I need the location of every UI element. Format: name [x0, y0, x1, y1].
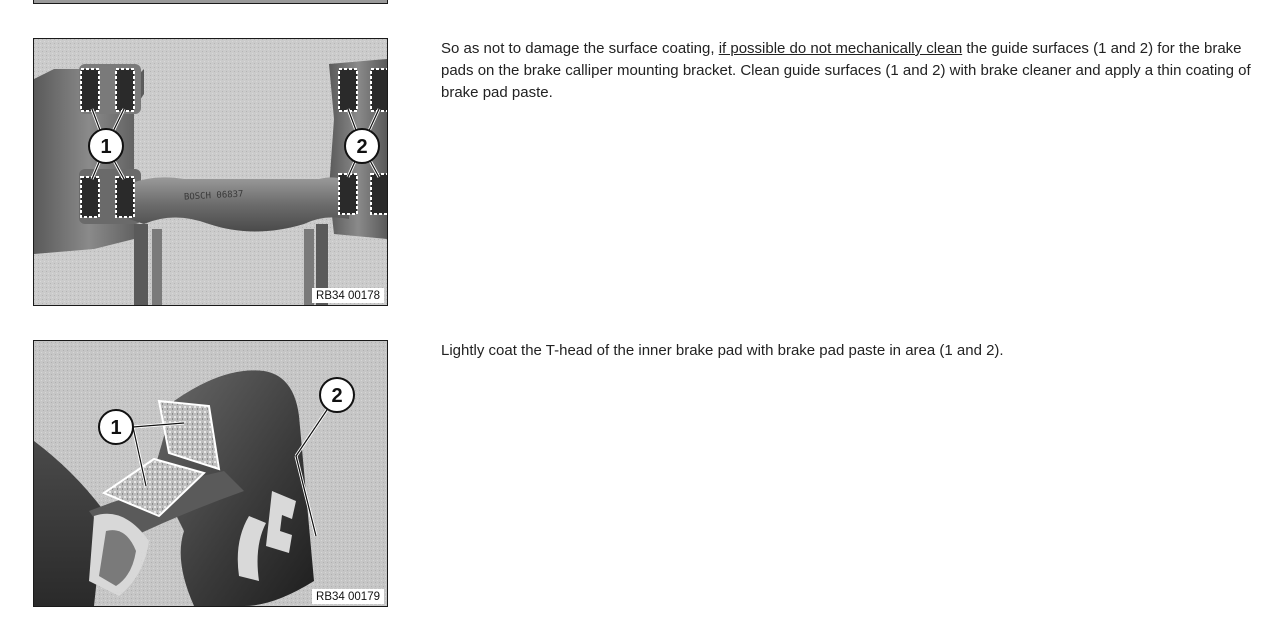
- previous-figure-partial: [33, 0, 388, 4]
- step-text-emphasis: if possible do not mechanically clean: [718, 40, 963, 57]
- figure-guide-surfaces: [33, 38, 388, 306]
- step-text-part: So as not to damage the surface coating,: [441, 40, 719, 57]
- figure-brake-pad-t-head: [33, 340, 388, 607]
- svg-text:1: 1: [110, 417, 122, 439]
- callout-1: [99, 410, 133, 444]
- step-text-t-head: Lightly coat the T-head of the inner brake pad with brake pad paste in area (1 and 2).: [441, 342, 1004, 359]
- bracket-illustration: [34, 39, 387, 305]
- callout-2: [320, 378, 354, 412]
- svg-text:2: 2: [356, 136, 368, 158]
- step-text-part: the guide surfaces (1 and 2) for the brake pads on the brake calliper mounting bracket. Clean guide surfaces (1 and 2) with brake cleaner and apply a thin coating of brake pad paste.: [441, 40, 1251, 101]
- figure-label: RB34 00179: [312, 589, 384, 604]
- svg-text:1: 1: [100, 136, 112, 158]
- figure-label: RB34 00178: [312, 288, 384, 303]
- step-text-guide-surfaces: [441, 38, 1256, 104]
- svg-text:2: 2: [331, 385, 343, 407]
- svg-text:BOSCH 06837: BOSCH 06837: [183, 189, 244, 203]
- callout-2: [345, 129, 379, 163]
- callout-1: [89, 129, 123, 163]
- brake-pad-illustration: [34, 341, 387, 606]
